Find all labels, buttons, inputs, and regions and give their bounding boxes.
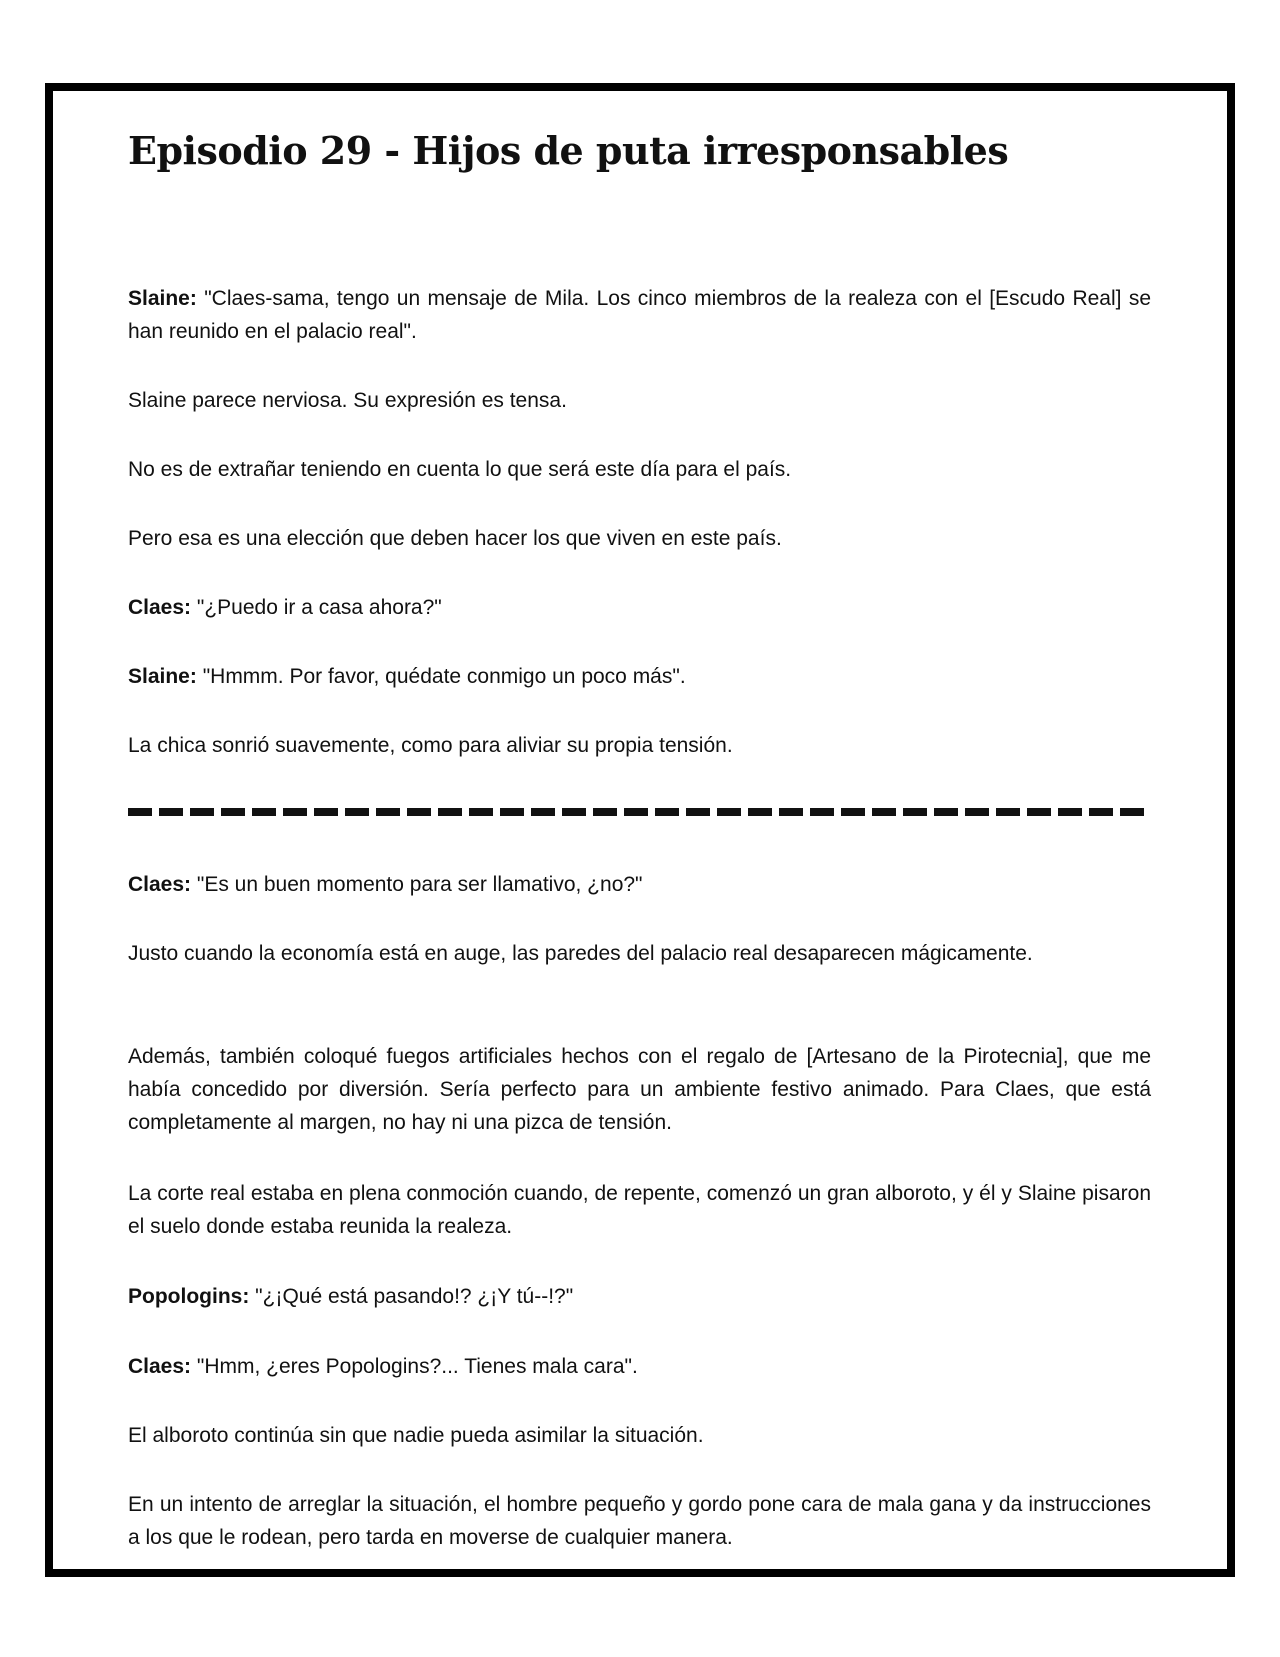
paragraph: Slaine parece nerviosa. Su expresión es tensa. [128,389,567,412]
paragraph: Justo cuando la economía está en auge, las paredes del palacio real desaparecen mágicamente. [128,942,1033,965]
paragraph: En un intento de arreglar la situación, el hombre pequeño y gordo pone cara de mala gana y da instrucciones a los que le rodean, pero tarda en moverse de cualquier manera. [128,1493,1151,1549]
paragraph: El alboroto continúa sin que nadie pueda asimilar la situación. [128,1424,704,1447]
paragraph: La corte real estaba en plena conmoción cuando, de repente, comenzó un gran alboroto, y él y Slaine pisaron el suelo donde estaba reunida la realeza. [128,1182,1151,1238]
speaker: Claes: [128,873,192,896]
paragraph: Pero esa es una elección que deben hacer los que viven en este país. [128,527,782,550]
paragraph: Claes: "¿Puedo ir a casa ahora?" [128,596,442,619]
speaker: Popologins: [128,1285,250,1308]
paragraph: Popologins: "¿¡Qué está pasando!? ¿¡Y tú--!?" [128,1285,574,1308]
paragraph: La chica sonrió suavemente, como para aliviar su propia tensión. [128,734,733,757]
speaker: Claes: [128,596,192,619]
paragraph: No es de extrañar teniendo en cuenta lo que será este día para el país. [128,458,792,481]
paragraph: Claes: "Es un buen momento para ser llamativo, ¿no?" [128,873,643,896]
speaker: Slaine: [128,287,197,310]
speaker: Slaine: [128,665,197,688]
paragraph: Slaine: "Claes-sama, tengo un mensaje de Mila. Los cinco miembros de la realeza con el [Escudo Real] se han reunido en el palacio real". [128,287,1151,343]
chapter-title: Episodio 29 - Hijos de puta irresponsables [128,128,1009,173]
section-divider [128,808,1151,816]
speaker: Claes: [128,1355,192,1378]
paragraph: Slaine: "Hmmm. Por favor, quédate conmigo un poco más". [128,665,686,688]
paragraph: Claes: "Hmm, ¿eres Popologins?... Tienes mala cara". [128,1355,638,1378]
paragraph: Además, también coloqué fuegos artificiales hechos con el regalo de [Artesano de la Pirotecnia], que me había concedido por diversión. Sería perfecto para un ambiente festivo animado. Para Claes, que está completamente al margen, no hay ni una pizca de tensión. [128,1045,1151,1134]
